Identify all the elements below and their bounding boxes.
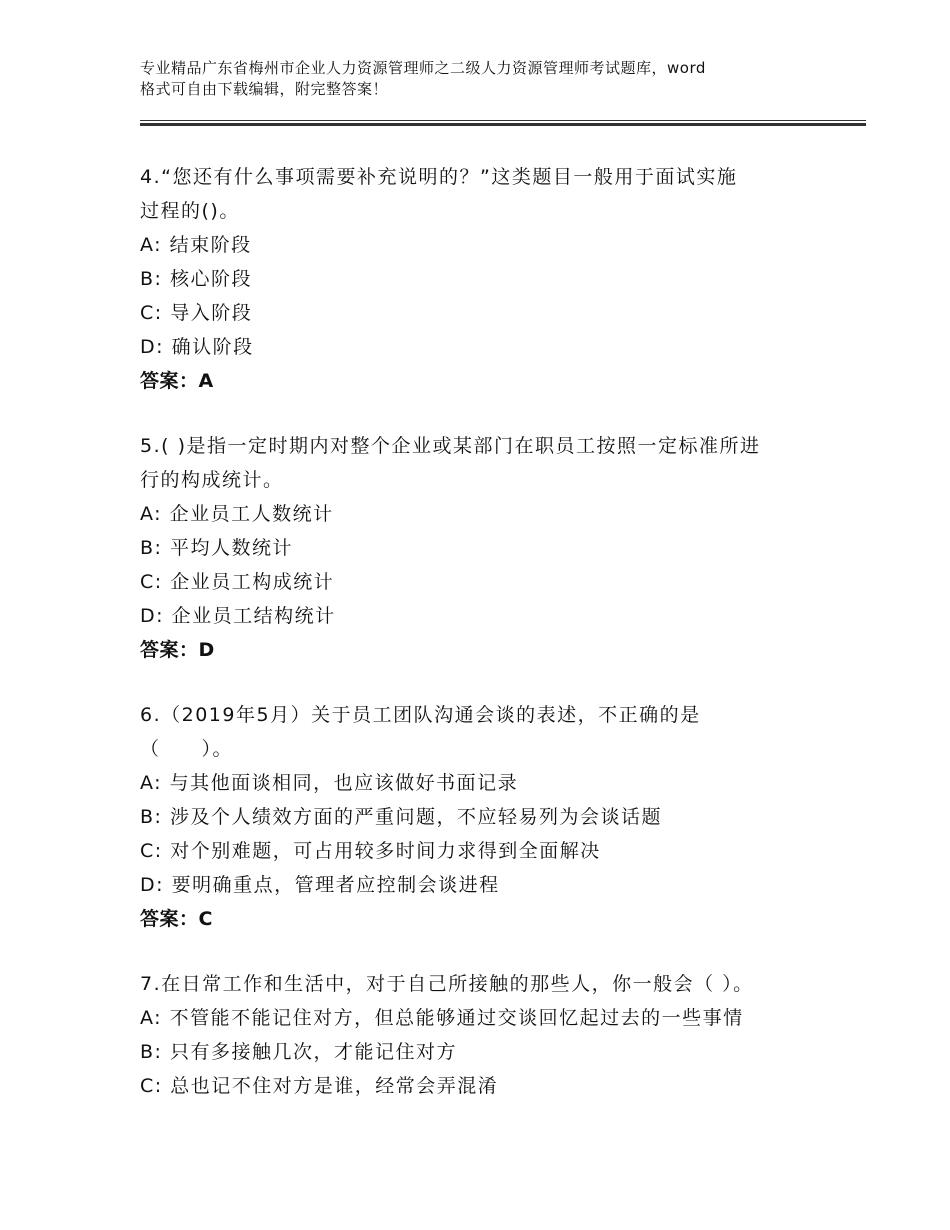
option-a: A: 企业员工人数统计 [140,503,334,525]
option-a: A: 不管能不能记住对方，但总能够通过交谈回忆起过去的一些事情 [140,1007,744,1029]
question-text: （ ）。 [140,738,234,760]
question-text: 6.（2019年5月）关于员工团队沟通会谈的表述，不正确的是 [140,704,701,726]
answer: 答案：D [140,639,215,661]
option-d: D: 确认阶段 [140,336,254,358]
option-a: A: 结束阶段 [140,234,252,256]
option-c: C: 企业员工构成统计 [140,571,335,593]
option-b: B: 核心阶段 [140,268,252,290]
option-b: B: 涉及个人绩效方面的严重问题，不应轻易列为会谈话题 [140,806,662,828]
header-divider-thick [140,123,866,126]
answer: 答案：C [140,908,213,930]
option-b: B: 只有多接触几次，才能记住对方 [140,1041,457,1063]
header-line-2: 格式可自由下载编辑，附完整答案！ [140,80,389,98]
question-5 [140,429,830,667]
option-a: A: 与其他面谈相同，也应该做好书面记录 [140,772,519,794]
option-c: C: 总也记不住对方是谁，经常会弄混淆 [140,1075,499,1097]
option-c: C: 对个别难题，可占用较多时间力求得到全面解决 [140,840,601,862]
question-4 [140,160,830,398]
option-c: C: 导入阶段 [140,302,253,324]
question-text: 过程的()。 [140,200,240,222]
header-divider-thin [140,120,866,121]
question-6 [140,698,830,936]
answer: 答案：A [140,370,214,392]
option-d: D: 要明确重点，管理者应控制会谈进程 [140,874,500,896]
question-text: 7.在日常工作和生活中，对于自己所接触的那些人，你一般会（ ）。 [140,973,754,995]
header-line-1: 专业精品广东省梅州市企业人力资源管理师之二级人力资源管理师考试题库，word [140,59,706,77]
option-d: D: 企业员工结构统计 [140,605,336,627]
question-7 [140,967,830,1103]
document-header [140,58,830,100]
question-text: 行的构成统计。 [140,469,284,491]
question-text: 5.( )是指一定时期内对整个企业或某部门在职员工按照一定标准所进 [140,435,761,457]
question-text: 4.“您还有什么事项需要补充说明的？”这类题目一般用于面试实施 [140,166,738,188]
option-b: B: 平均人数统计 [140,537,293,559]
question-list [140,160,830,1134]
